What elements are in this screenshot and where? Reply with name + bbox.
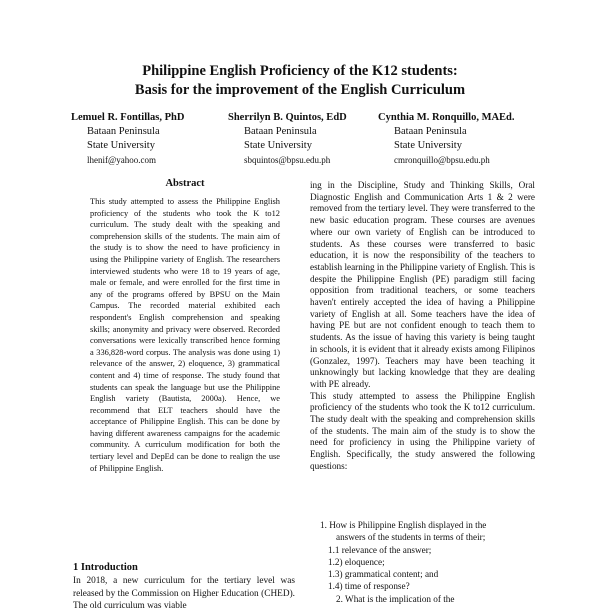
author-name: Lemuel R. Fontillas, PhD	[71, 112, 185, 123]
author-name: Sherrilyn B. Quintos, EdD	[228, 112, 347, 123]
author-affiliation: State University	[87, 140, 155, 151]
author-affiliation: State University	[244, 140, 312, 151]
author-email: sbquintos@bpsu.edu.ph	[244, 155, 331, 165]
body-paragraph-2: This study attempted to assess the Philippine English proficiency of the students who took the K to12 curriculum. The study dealt with the speaking and comprehension skills of the students. The main aim of the study is to show the need for proficiency in using the Philippine variety of English. Specifically, the study answered the following questions:	[310, 390, 535, 471]
title-line-1: Philippine English Proficiency of the K12 students:	[142, 63, 458, 79]
sub-question: 1.3) grammatical content; and	[328, 569, 439, 580]
paper-title	[0, 62, 600, 100]
body-paragraph-1: ing in the Discipline, Study and Thinking Skills, Oral Diagnostic English and Communication Arts 1 & 2 were removed from the tertiary level. They were transferred to the new basic education program. These courses are avenues where our own variety of English can be introduced to students. As these courses were transferred to basic education, it is now the responsibility of the teachers to establish learning in the Philippine variety of English. This is despite the Philippine English (PE) paradigm still facing opposition from traditional teachers, or some teachers haven't entirely accepted the idea of having a Philippine variety of English at all. Some teachers have the idea of having PE but are not confident enough to teach them to students. As the issue of having this variety is being taught in schools, it is evident that it already exists among Filipinos (Gonzalez, 1997). Teachers may have been teaching it unknowingly but lacking knowledge that they are dealing with PE already.	[310, 180, 535, 389]
sub-question: 1.4) time of response?	[328, 581, 410, 592]
introduction-heading: 1 Introduction	[73, 562, 138, 573]
author-block-2	[228, 111, 347, 167]
sub-question: 1.1 relevance of the answer;	[328, 544, 432, 555]
author-block-3	[378, 111, 515, 167]
question-1: 1. How is Philippine English displayed in the	[320, 520, 487, 530]
author-affiliation: State University	[394, 140, 462, 151]
author-email: cmronquillo@bpsu.edu.ph	[394, 155, 490, 165]
right-column	[310, 180, 535, 473]
introduction-text: In 2018, a new curriculum for the tertiary level was released by the Commission on Higher Education (CHED). The old curriculum was viable	[73, 576, 295, 611]
abstract-text: This study attempted to assess the Philippine English proficiency of the students who took the K to12 curriculum. The study dealt with the speaking and comprehension skills of the students. The main aim of the study is to show the need to have proficiency in using the Philippine variety of English. The researchers interviewed students who were 18 to 19 years of age, male or female, and were enrolled for the first time in any of the programs offered by BPSU on the Main Campus. The recorded material exhibited each respondent's English comprehension and speaking skills; anonymity and privacy were observed. Recorded conversations were lexically transcribed hence forming a 336,828-word corpus. The analysis was done using 1) relevance of the answer, 2) eloquence, 3) grammatical content and 4) time of response. The study found that students can speak the language but use the Philippine English variety (Bautista, 2000a). Hence, we recommend that ELT teachers should have the acceptance of Philippine English. This can be done by having different awareness campaigns for the academic community. A curriculum modification for both the tertiary level and DepEd can be done to realign the use of Philippine English.	[90, 197, 280, 473]
author-email: lhenif@yahoo.com	[87, 155, 157, 165]
abstract-heading: Abstract	[165, 178, 205, 189]
title-line-2: Basis for the improvement of the English Curriculum	[134, 82, 466, 98]
sub-question: 1.2) eloquence;	[328, 556, 385, 567]
author-name: Cynthia M. Ronquillo, MAEd.	[378, 112, 515, 123]
research-questions	[320, 519, 535, 605]
author-affiliation: Bataan Peninsula	[394, 126, 467, 137]
question-2: 2. What is the implication of the	[336, 593, 455, 604]
author-affiliation: Bataan Peninsula	[87, 126, 160, 137]
question-1-continued: answers of the students in terms of their;	[336, 532, 486, 543]
author-block-1	[71, 111, 184, 167]
author-affiliation: Bataan Peninsula	[244, 126, 317, 137]
